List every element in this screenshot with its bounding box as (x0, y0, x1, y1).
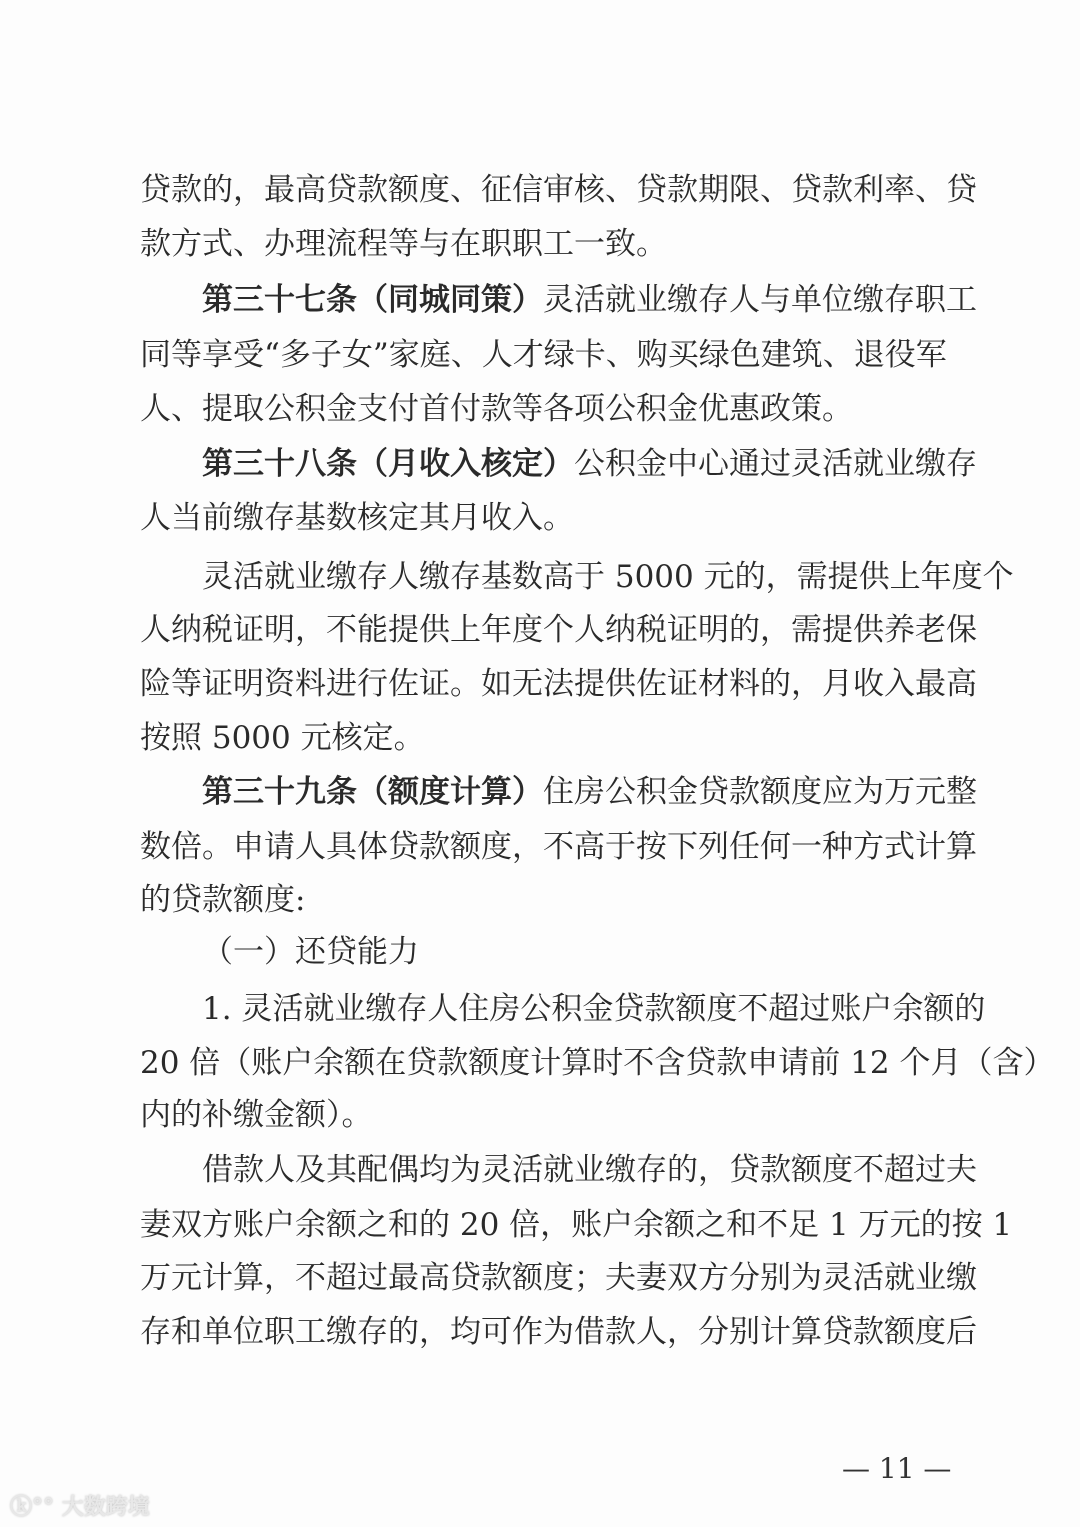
article-38-line (202, 444, 977, 484)
text-line: 按照 5000 元核定。 (140, 720, 425, 756)
text-line: 20 倍（账户余额在贷款额度计算时不含贷款申请前 12 个月（含） (140, 1045, 1055, 1081)
text-line: 内的补缴金额）。 (140, 1097, 373, 1133)
text-line: 万元计算，不超过最高贷款额度；夫妻双方分别为灵活就业缴 (140, 1260, 977, 1296)
text-line: 险等证明资料进行佐证。如无法提供佐证材料的，月收入最高 (140, 666, 977, 702)
article-37-line (202, 280, 977, 320)
article-heading: 第三十七条（同城同策） (202, 282, 543, 318)
text-line: 数倍。申请人具体贷款额度，不高于按下列任何一种方式计算 (140, 829, 977, 865)
logo-icon: ⓚ°° (10, 1495, 55, 1520)
watermark-logo (10, 1490, 150, 1521)
text-line: 款方式、办理流程等与在职职工一致。 (140, 226, 667, 262)
text: 公积金中心通过灵活就业缴存 (574, 446, 977, 482)
text-line: 借款人及其配偶均为灵活就业缴存的，贷款额度不超过夫 (202, 1152, 977, 1188)
text-line: 同等享受“多子女”家庭、人才绿卡、购买绿色建筑、退役军 (140, 337, 947, 373)
text: 灵活就业缴存人与单位缴存职工 (543, 282, 977, 318)
text-line: 贷款的，最高贷款额度、征信审核、贷款期限、贷款利率、贷 (140, 172, 977, 208)
text-line: 的贷款额度: (140, 882, 306, 918)
text-line: 人当前缴存基数核定其月收入。 (140, 500, 574, 536)
text: 住房公积金贷款额度应为万元整 (543, 774, 977, 810)
text-line: 灵活就业缴存人缴存基数高于 5000 元的，需提供上年度个 (202, 559, 1014, 595)
text-line: 人、提取公积金支付首付款等各项公积金优惠政策。 (140, 391, 853, 427)
article-heading: 第三十九条（额度计算） (202, 774, 543, 810)
article-39-line (202, 772, 977, 812)
text-line: 妻双方账户余额之和的 20 倍，账户余额之和不足 1 万元的按 1 (140, 1207, 1013, 1243)
text-line: 1. 灵活就业缴存人住房公积金贷款额度不超过账户余额的 (202, 991, 986, 1027)
article-heading: 第三十八条（月收入核定） (202, 446, 574, 482)
watermark-text: 大数跨境 (61, 1495, 150, 1520)
text-line: 人纳税证明，不能提供上年度个人纳税证明的，需提供养老保 (140, 612, 977, 648)
page-number: — 11 — (842, 1452, 952, 1485)
text-line: 存和单位职工缴存的，均可作为借款人，分别计算贷款额度后 (140, 1314, 977, 1350)
section-heading: （一）还贷能力 (202, 934, 419, 970)
